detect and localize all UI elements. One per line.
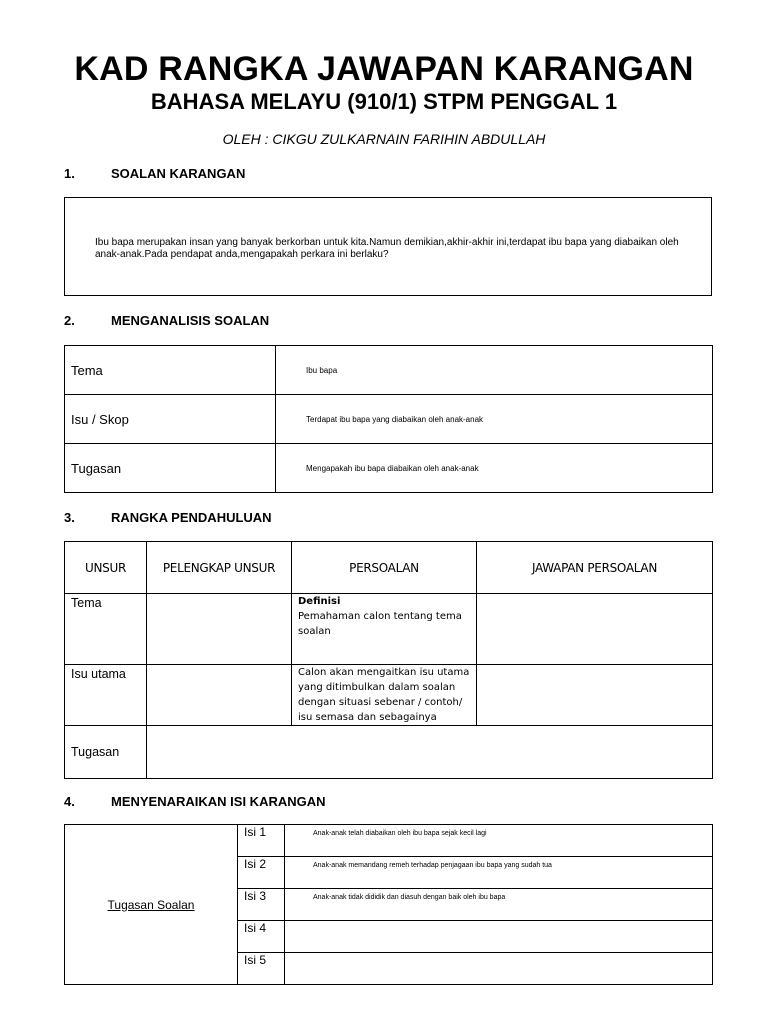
table-row [65, 444, 713, 493]
isi-label: Isi 3 [238, 889, 285, 921]
intro-jawapan-isu[interactable] [477, 665, 713, 726]
persoalan-text: Pemahaman calon tentang tema soalan [298, 611, 462, 637]
header-jawapan-persoalan: JAWAPAN PERSOALAN [477, 542, 713, 594]
intro-unsur-tugasan: Tugasan [65, 726, 147, 779]
question-text: Ibu bapa merupakan insan yang banyak berkorban untuk kita.Namun demikian,akhir-akhir ini,terdapat ibu bapa yang diabaikan oleh anak-anak.Pada pendapat anda,mengapakah perkara ini berlaku? [95, 237, 679, 260]
definisi-label: Definisi [298, 596, 341, 607]
isi-label: Isi 4 [238, 921, 285, 953]
isi-value-empty[interactable] [285, 921, 713, 953]
isi-table [64, 824, 713, 985]
isi-label: Isi 2 [238, 857, 285, 889]
intro-persoalan-isu: Calon akan mengaitkan isu utama yang ditimbulkan dalam soalan dengan situasi sebenar / contoh/ isu semasa dan sebagainya [292, 665, 477, 726]
page-subtitle: BAHASA MELAYU (910/1) STPM PENGGAL 1 [150, 89, 618, 114]
author-line: OLEH : CIKGU ZULKARNAIN FARIHIN ABDULLAH [222, 131, 546, 147]
analysis-label-tema: Tema [65, 346, 276, 395]
section-1-title: SOALAN KARANGAN [111, 166, 246, 181]
isi-label: Isi 5 [238, 953, 285, 985]
intro-jawapan-tema[interactable] [477, 594, 713, 665]
table-row [65, 395, 713, 444]
tugasan-soalan-cell [65, 825, 238, 985]
intro-unsur-tema: Tema [65, 594, 147, 665]
analysis-table [64, 345, 713, 493]
analysis-label-isu: Isu / Skop [65, 395, 276, 444]
intro-persoalan-tema [292, 594, 477, 665]
header-unsur: UNSUR [65, 542, 147, 594]
analysis-label-tugasan: Tugasan [65, 444, 276, 493]
isi-value: Anak-anak memandang remeh terhadap penjagaan ibu bapa yang sudah tua [285, 857, 713, 889]
isi-value: Anak-anak telah diabaikan oleh ibu bapa sejak kecil lagi [285, 825, 713, 857]
section-1-number: 1. [64, 166, 75, 181]
intro-pelengkap-tema[interactable] [147, 594, 292, 665]
intro-tugasan-answer[interactable] [147, 726, 713, 779]
section-3-number: 3. [64, 510, 75, 525]
page-title: KAD RANGKA JAWAPAN KARANGAN [74, 50, 694, 88]
table-row [65, 594, 713, 665]
isi-value: Anak-anak tidak dididik dan diasuh dengan baik oleh ibu bapa [285, 889, 713, 921]
section-3-title: RANGKA PENDAHULUAN [111, 510, 272, 525]
table-row [65, 346, 713, 395]
analysis-value-tema: Ibu bapa [276, 346, 713, 395]
isi-label: Isi 1 [238, 825, 285, 857]
section-4-title: MENYENARAIKAN ISI KARANGAN [111, 794, 326, 809]
analysis-value-isu: Terdapat ibu bapa yang diabaikan oleh anak-anak [276, 395, 713, 444]
table-header-row [65, 542, 713, 594]
tugasan-soalan-label: Tugasan Soalan [107, 897, 195, 912]
section-2-title: MENGANALISIS SOALAN [111, 313, 270, 328]
table-row [65, 726, 713, 779]
header-pelengkap-unsur: PELENGKAP UNSUR [147, 542, 292, 594]
intro-unsur-isu: Isu utama [65, 665, 147, 726]
isi-value-empty[interactable] [285, 953, 713, 985]
intro-pelengkap-isu[interactable] [147, 665, 292, 726]
intro-table [64, 541, 713, 779]
section-2-number: 2. [64, 313, 75, 328]
table-row [65, 825, 713, 857]
header-persoalan: PERSOALAN [292, 542, 477, 594]
section-4-number: 4. [64, 794, 75, 809]
analysis-value-tugasan: Mengapakah ibu bapa diabaikan oleh anak-anak [276, 444, 713, 493]
table-row [65, 665, 713, 726]
